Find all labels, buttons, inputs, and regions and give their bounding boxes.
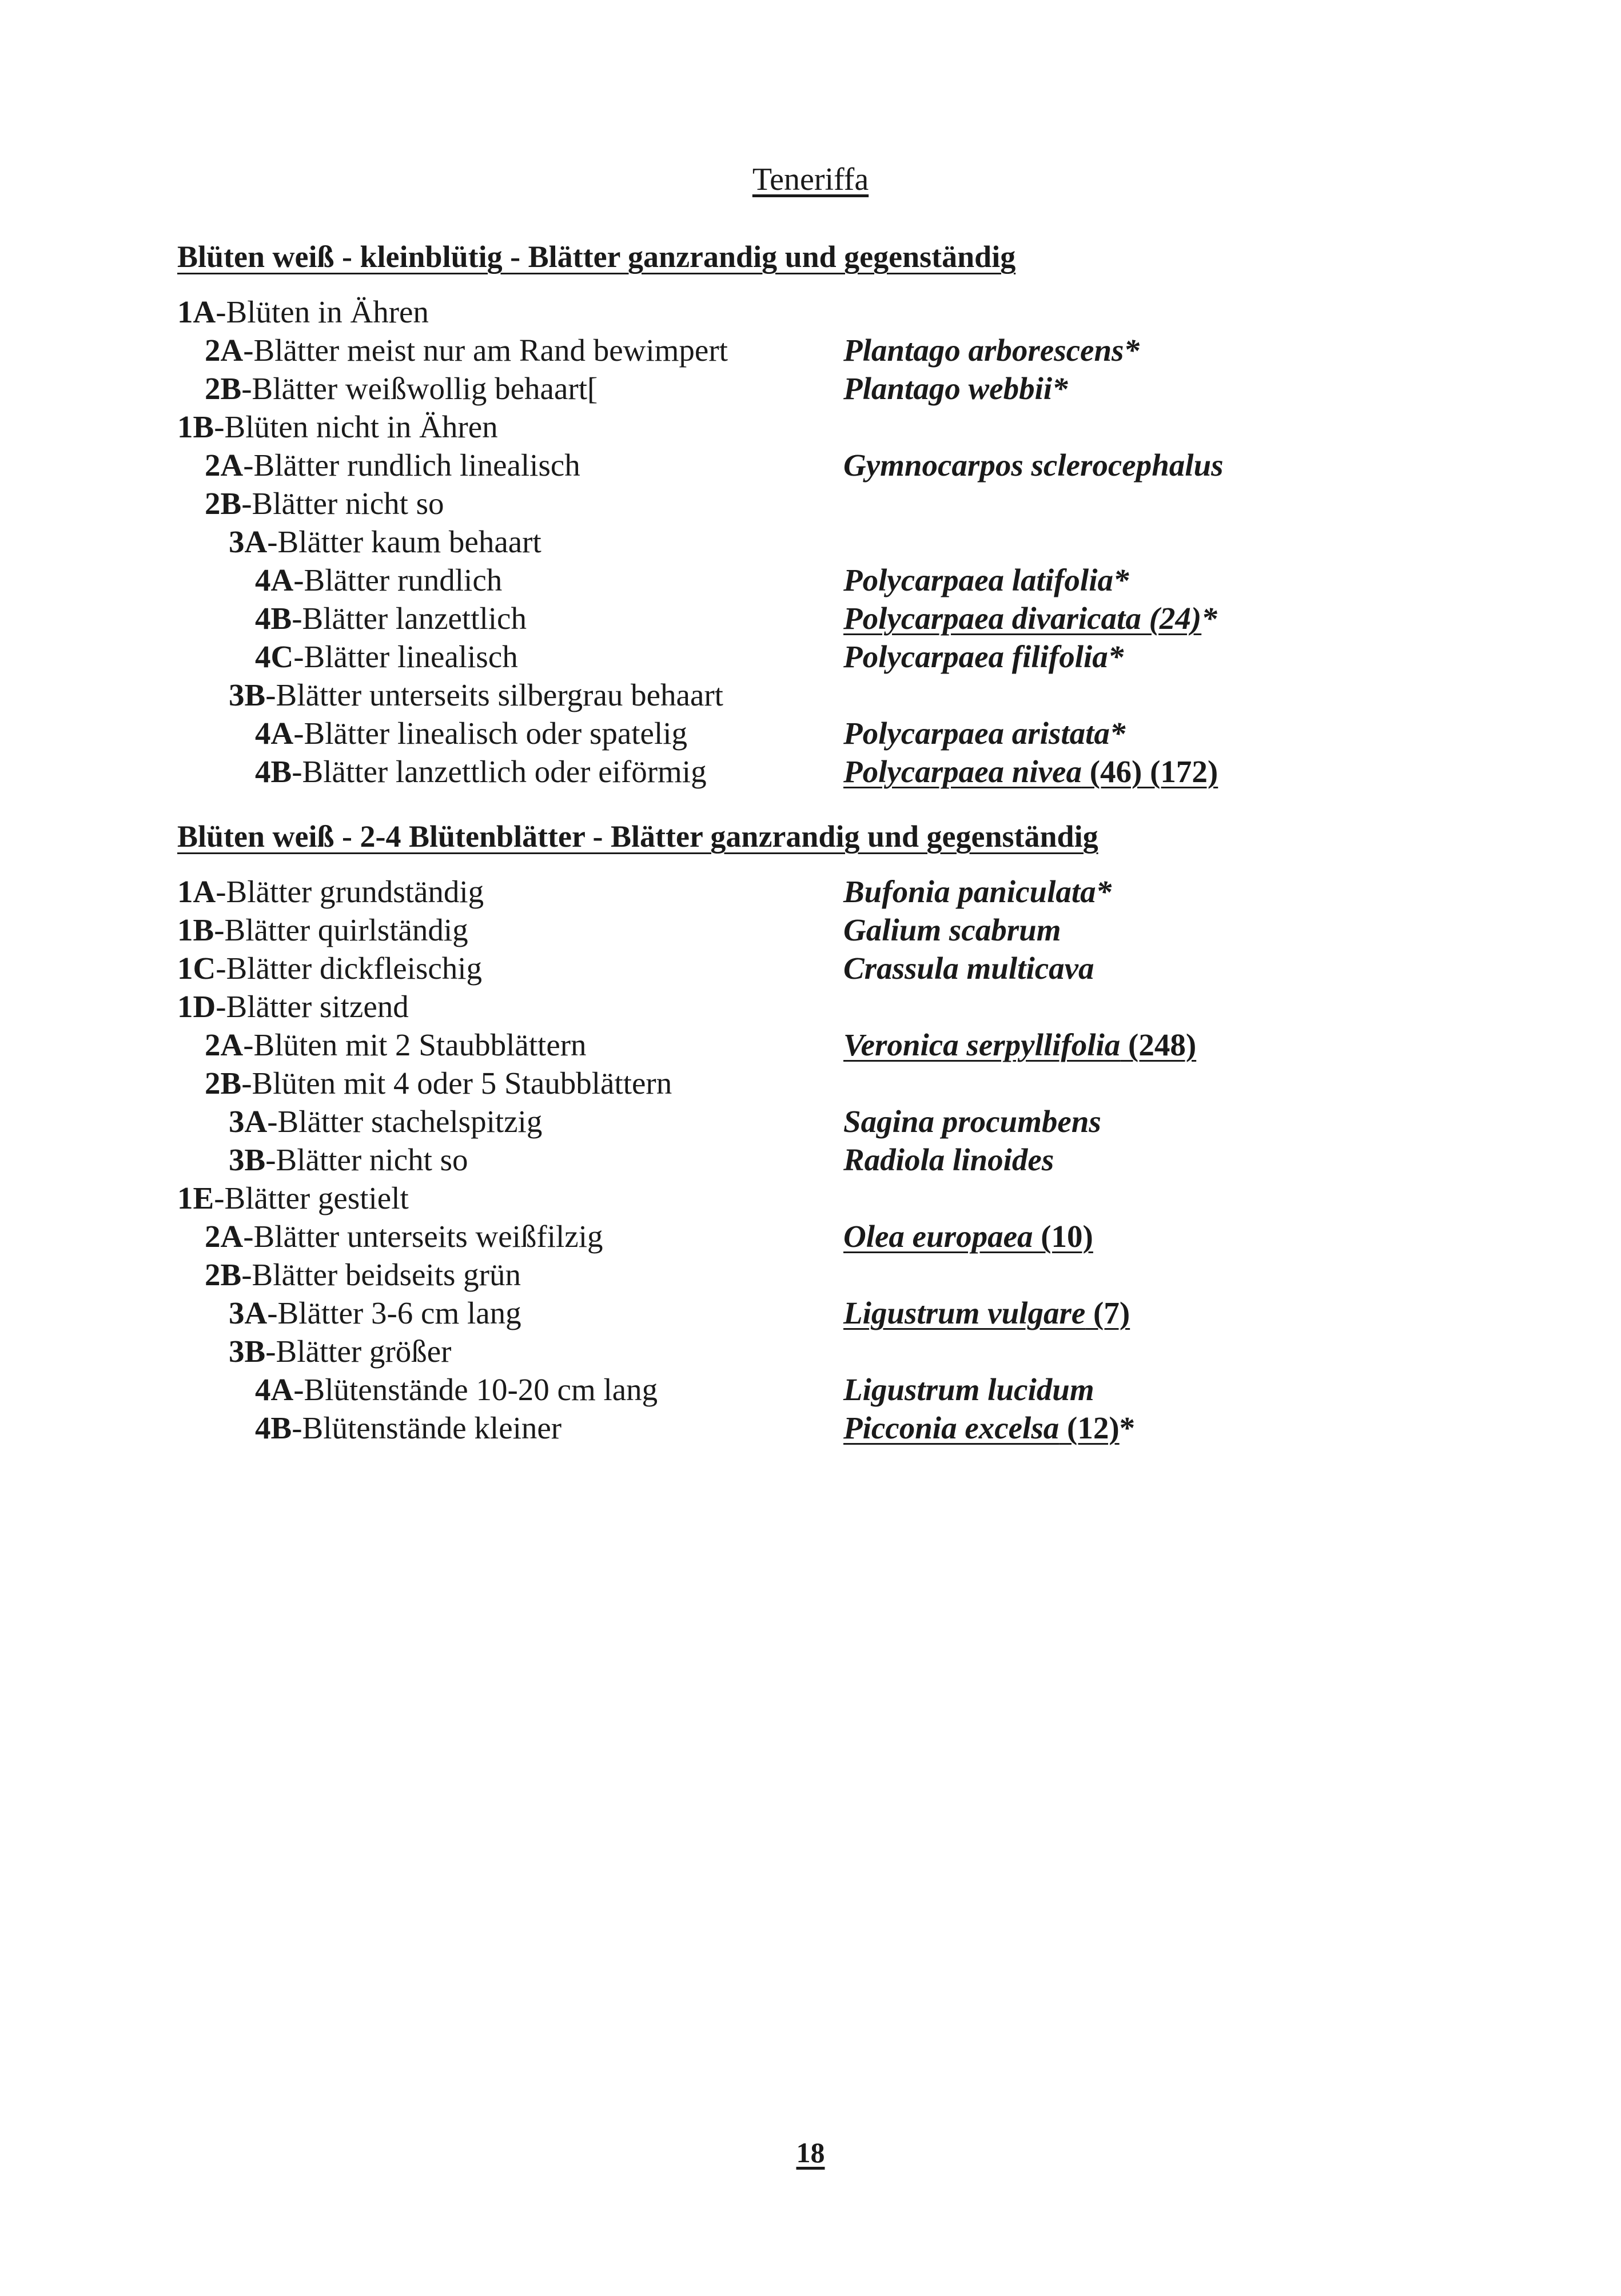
step-code: 4A — [255, 1372, 294, 1407]
step-description: -Blätter sitzend — [216, 989, 409, 1024]
section-heading-2: Blüten weiß - 2-4 Blütenblätter - Blätter ganzrandig und gegenständig — [177, 819, 1098, 854]
step-description: -Blätter stachelspitzig — [267, 1104, 543, 1139]
key-step — [229, 676, 723, 714]
step-code: 1B — [177, 409, 214, 444]
key-step — [177, 408, 498, 446]
step-code: 4C — [255, 639, 294, 674]
key-row — [0, 1217, 1621, 1255]
key-step — [255, 561, 502, 599]
key-step — [205, 1026, 587, 1064]
species-name-part: * — [1201, 601, 1217, 636]
step-code: 4B — [255, 754, 292, 789]
key-step — [205, 1064, 672, 1102]
step-code: 1A — [177, 294, 216, 329]
species-name — [843, 714, 1125, 752]
step-code: 3A — [229, 1296, 268, 1330]
step-code: 4B — [255, 601, 292, 636]
species-name — [843, 1026, 1196, 1064]
species-name-part: Olea europaea — [843, 1219, 1033, 1254]
step-code: 1E — [177, 1181, 214, 1215]
step-code: 2B — [205, 486, 242, 521]
key-step — [229, 1141, 468, 1179]
step-description: -Blätter 3-6 cm lang — [267, 1296, 521, 1330]
key-row — [0, 599, 1621, 637]
step-code: 2B — [205, 1257, 242, 1292]
species-name — [843, 331, 1140, 369]
step-description: -Blätter rundlich — [293, 563, 503, 597]
species-name-part: Veronica serpyllifolia — [843, 1027, 1121, 1062]
key-step — [229, 1332, 451, 1370]
species-name — [843, 752, 1218, 791]
key-row — [0, 714, 1621, 752]
species-name-part: * — [1119, 1410, 1136, 1445]
key-row — [0, 1141, 1621, 1179]
key-row — [0, 1179, 1621, 1217]
species-name — [843, 1217, 1093, 1255]
key-row — [0, 872, 1621, 911]
species-name-part: Gymnocarpos sclerocephalus — [843, 448, 1224, 483]
key-step — [205, 484, 444, 523]
key-row — [0, 949, 1621, 987]
key-row — [0, 446, 1621, 484]
species-name-part: Bufonia paniculata* — [843, 874, 1112, 909]
step-description: -Blätter gestielt — [214, 1181, 409, 1215]
species-name — [843, 1141, 1054, 1179]
species-name — [843, 1370, 1094, 1409]
section-heading-1: Blüten weiß - kleinblütig - Blätter ganzrandig und gegenständig — [177, 240, 1016, 274]
key-step — [205, 1217, 603, 1255]
key-row — [0, 911, 1621, 949]
key-step — [177, 949, 482, 987]
key-step — [177, 1179, 409, 1217]
key-step — [205, 1255, 521, 1294]
species-name — [843, 1294, 1130, 1332]
step-description: -Blätter grundständig — [216, 874, 484, 909]
key-step — [255, 599, 527, 637]
species-name — [843, 911, 1061, 949]
step-description: -Blätter dickfleischig — [216, 951, 483, 986]
species-name — [843, 1102, 1101, 1141]
step-description: -Blätter unterseits silbergrau behaart — [265, 677, 723, 712]
key-step — [255, 714, 687, 752]
key-step — [205, 446, 580, 484]
key-row — [0, 484, 1621, 523]
key-row — [0, 676, 1621, 714]
key-row — [0, 331, 1621, 369]
step-code: 2A — [205, 1027, 244, 1062]
step-code: 3B — [229, 1334, 266, 1369]
step-code: 3A — [229, 1104, 268, 1139]
key-row — [0, 1064, 1621, 1102]
step-code: 3A — [229, 524, 268, 559]
step-description: -Blüten nicht in Ähren — [214, 409, 498, 444]
key-step — [229, 1102, 542, 1141]
species-name — [843, 369, 1068, 408]
key-row — [0, 523, 1621, 561]
species-name-part: (12) — [1059, 1410, 1120, 1445]
step-code: 2A — [205, 333, 244, 368]
step-description: -Blätter lanzettlich — [292, 601, 527, 636]
key-step — [177, 872, 484, 911]
step-description: -Blätter beidseits grün — [241, 1257, 521, 1292]
step-code: 3B — [229, 677, 266, 712]
species-name-part: Polycarpaea aristata* — [843, 716, 1126, 751]
species-name-part: (7) — [1085, 1296, 1130, 1330]
key-step — [255, 637, 518, 676]
species-name-part: Polycarpaea filifolia* — [843, 639, 1124, 674]
step-description: -Blütenstände 10-20 cm lang — [293, 1372, 658, 1407]
species-name — [843, 637, 1124, 676]
key-row — [0, 637, 1621, 676]
step-code: 4A — [255, 563, 294, 597]
species-name — [843, 872, 1112, 911]
step-code: 2A — [205, 1219, 244, 1254]
key-step — [255, 752, 707, 791]
step-description: -Blüten in Ähren — [216, 294, 429, 329]
species-name — [843, 561, 1129, 599]
species-name-part: Polycarpaea divaricata (24) — [843, 601, 1202, 636]
step-description: -Blätter rundlich linealisch — [243, 448, 580, 483]
step-description: -Blätter nicht so — [265, 1142, 468, 1177]
species-name-part: Picconia excelsa — [843, 1410, 1060, 1445]
step-code: 1D — [177, 989, 216, 1024]
step-code: 1B — [177, 912, 214, 947]
key-row — [0, 1370, 1621, 1409]
step-code: 1C — [177, 951, 216, 986]
key-row — [0, 1026, 1621, 1064]
step-code: 4A — [255, 716, 294, 751]
page-number: 18 — [796, 2136, 825, 2169]
key-row — [0, 1255, 1621, 1294]
step-description: -Blätter lanzettlich oder eiförmig — [292, 754, 707, 789]
species-name — [843, 949, 1094, 987]
key-row — [0, 293, 1621, 331]
key-row — [0, 1409, 1621, 1447]
step-description: -Blätter unterseits weißfilzig — [243, 1219, 603, 1254]
step-description: -Blätter meist nur am Rand bewimpert — [243, 333, 728, 368]
key-row — [0, 1102, 1621, 1141]
key-step — [229, 523, 541, 561]
species-name-part: Ligustrum vulgare — [843, 1296, 1086, 1330]
step-code: 4B — [255, 1410, 292, 1445]
species-name — [843, 1409, 1135, 1447]
step-description: -Blätter nicht so — [241, 486, 444, 521]
species-name-part: Plantago webbii* — [843, 371, 1068, 406]
key-step — [229, 1294, 521, 1332]
species-name — [843, 599, 1217, 637]
step-code: 2A — [205, 448, 244, 483]
key-step — [177, 293, 429, 331]
step-description: -Blüten mit 4 oder 5 Staubblättern — [241, 1066, 672, 1101]
step-description: -Blätter linealisch oder spatelig — [293, 716, 688, 751]
key-step — [255, 1370, 658, 1409]
key-step — [177, 987, 409, 1026]
step-code: 3B — [229, 1142, 266, 1177]
step-code: 2B — [205, 1066, 242, 1101]
species-name-part: (10) — [1033, 1219, 1093, 1254]
step-description: -Blätter linealisch — [293, 639, 518, 674]
step-description: -Blütenstände kleiner — [292, 1410, 562, 1445]
step-description: -Blätter kaum behaart — [267, 524, 541, 559]
species-name-part: Galium scabrum — [843, 912, 1061, 947]
key-row — [0, 369, 1621, 408]
species-name-part: Crassula multicava — [843, 951, 1094, 986]
key-step — [205, 331, 728, 369]
step-code: 1A — [177, 874, 216, 909]
species-name-part: Polycarpaea latifolia* — [843, 563, 1129, 597]
species-name-part: Plantago arborescens* — [843, 333, 1140, 368]
species-name-part: Sagina procumbens — [843, 1104, 1101, 1139]
key-row — [0, 1332, 1621, 1370]
key-step — [255, 1409, 561, 1447]
species-name — [843, 446, 1224, 484]
key-row — [0, 561, 1621, 599]
species-name-part: Ligustrum lucidum — [843, 1372, 1094, 1407]
step-description: -Blätter quirlständig — [214, 912, 468, 947]
species-name-part: (248) — [1120, 1027, 1197, 1062]
key-step — [205, 369, 598, 408]
step-code: 2B — [205, 371, 242, 406]
key-row — [0, 752, 1621, 791]
step-description: -Blätter größer — [265, 1334, 452, 1369]
identification-key-2 — [0, 872, 1621, 1447]
key-row — [0, 1294, 1621, 1332]
key-row — [0, 408, 1621, 446]
identification-key-1 — [0, 293, 1621, 791]
key-step — [177, 911, 468, 949]
species-name-part: (46) (172) — [1081, 754, 1218, 789]
page-title: Teneriffa — [752, 162, 869, 197]
species-name-part: Polycarpaea nivea — [843, 754, 1082, 789]
step-description: -Blätter weißwollig behaart[ — [241, 371, 598, 406]
step-description: -Blüten mit 2 Staubblättern — [243, 1027, 587, 1062]
key-row — [0, 987, 1621, 1026]
species-name-part: Radiola linoides — [843, 1142, 1054, 1177]
